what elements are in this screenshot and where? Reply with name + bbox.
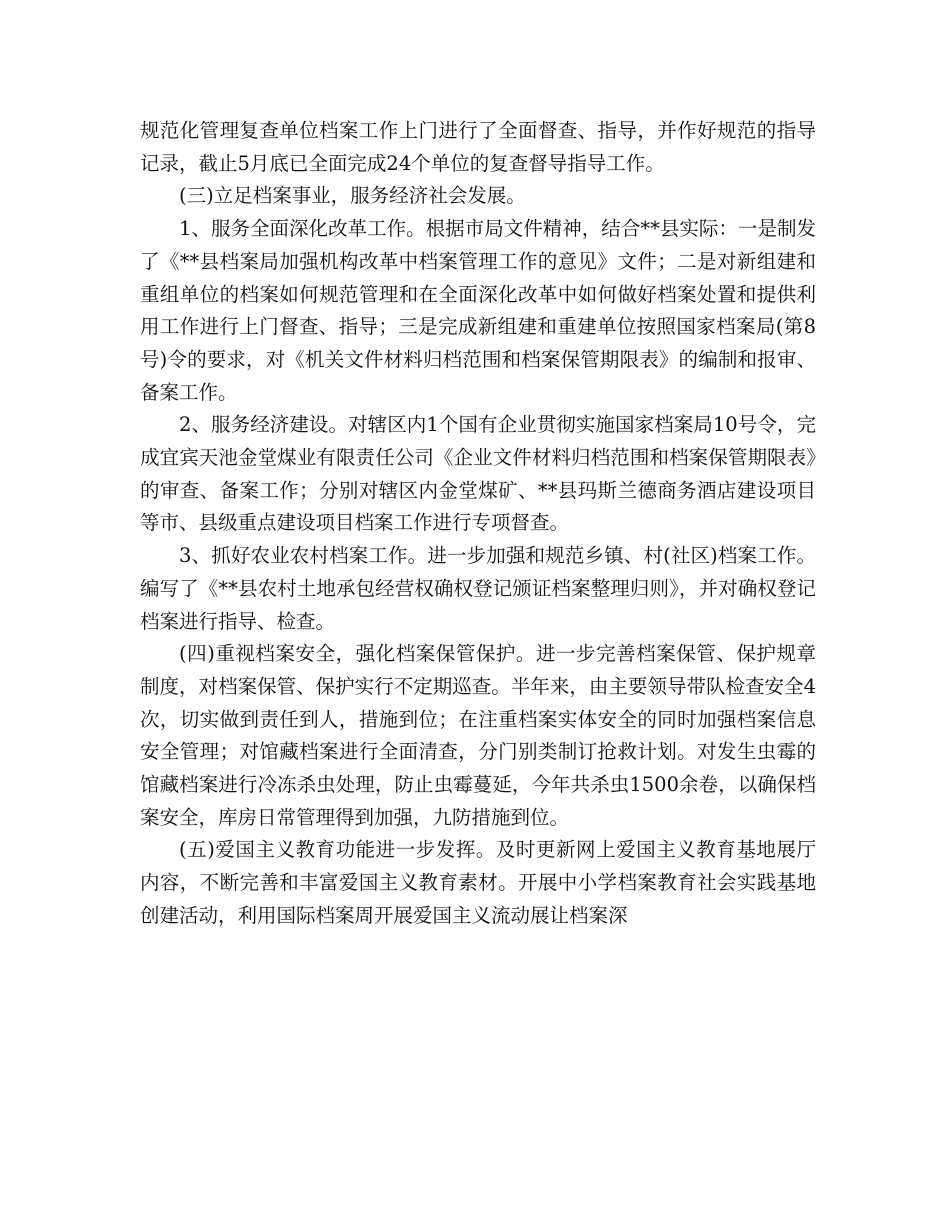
paragraph-item-1: 1、服务全面深化改革工作。根据市局文件精神，结合**县实际：一是制发了《**县档案局加强机构改革中档案管理工作的意见》文件；二是对新组建和重组单位的档案如何规范管理和在全面深化改革中如何做好档案处置和提供利用工作进行上门督查、指导；三是完成新组建和重建单位按照国家档案局(第8号)令的要求，对《机关文件材料归档范围和档案保管期限表》的编制和报审、备案工作。 xyxy=(140,217,816,404)
paragraph-item-2: 2、服务经济建设。对辖区内1个国有企业贯彻实施国家档案局10号令，完成宜宾天池金堂煤业有限责任公司《企业文件材料归档范围和档案保管期限表》的审查、备案工作；分别对辖区内金堂煤矿、**县玛斯兰德商务酒店建设项目等市、县级重点建设项目档案工作进行专项督查。 xyxy=(140,413,816,535)
paragraph-item-3: 3、抓好农业农村档案工作。进一步加强和规范乡镇、村(社区)档案工作。编写了《**县农村土地承包经营权确权登记颁证档案整理归则》，并对确权登记档案进行指导、检查。 xyxy=(140,544,816,633)
section-paragraph-5: (五)爱国主义教育功能进一步发挥。及时更新网上爱国主义教育基地展厅内容，不断完善和丰富爱国主义教育素材。开展中小学档案教育社会实践基地创建活动，利用国际档案周开展爱国主义流动展让档案深 xyxy=(140,838,816,927)
section-heading-3: (三)立足档案事业，服务经济社会发展。 xyxy=(179,184,526,208)
section-paragraph-4: (四)重视档案安全，强化档案保管保护。进一步完善档案保管、保护规章制度，对档案保管、保护实行不定期巡查。半年来，由主要领导带队检查安全4次，切实做到责任到人，措施到位；在注重档案实体安全的同时加强档案信息安全管理；对馆藏档案进行全面清查，分门别类制订抢救计划。对发生虫霉的馆藏档案进行冷冻杀虫处理，防止虫霉蔓延，今年共杀虫1500余卷，以确保档案安全，库房日常管理得到加强，九防措施到位。 xyxy=(140,642,816,829)
document-body xyxy=(140,115,816,933)
paragraph-continued: 规范化管理复查单位档案工作上门进行了全面督查、指导，并作好规范的指导记录，截止5月底已全面完成24个单位的复查督导指导工作。 xyxy=(140,119,816,175)
